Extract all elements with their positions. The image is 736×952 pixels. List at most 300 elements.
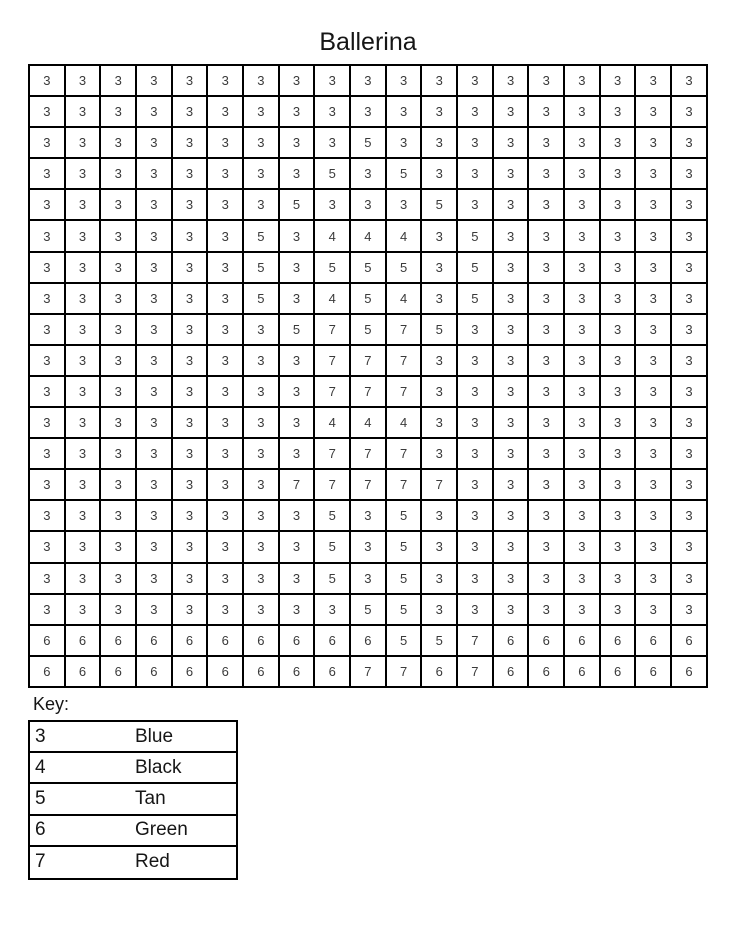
grid-cell: 3: [29, 531, 65, 562]
grid-cell: 3: [100, 500, 136, 531]
grid-cell: 5: [386, 563, 422, 594]
grid-cell: 3: [279, 531, 315, 562]
grid-cell: 4: [386, 407, 422, 438]
grid-cell: 3: [457, 500, 493, 531]
grid-cell: 3: [65, 563, 101, 594]
grid-cell: 3: [65, 345, 101, 376]
grid-cell: 3: [493, 127, 529, 158]
key-color-name: Green: [135, 819, 188, 841]
grid-cell: 5: [457, 283, 493, 314]
grid-cell: 6: [493, 625, 529, 656]
key-color-name: Black: [135, 756, 182, 778]
key-row-red: [30, 847, 236, 878]
key-color-name: Red: [135, 851, 170, 873]
grid-cell: 3: [136, 96, 172, 127]
key-color-name: Tan: [135, 787, 166, 809]
grid-cell: 3: [29, 438, 65, 469]
grid-cell: 3: [457, 314, 493, 345]
grid-cell: 3: [172, 469, 208, 500]
grid-cell: 3: [421, 594, 457, 625]
grid-cell: 3: [600, 531, 636, 562]
grid-cell: 3: [207, 563, 243, 594]
grid-row: [29, 656, 707, 687]
grid-cell: 3: [457, 96, 493, 127]
grid-cell: 3: [65, 500, 101, 531]
grid-cell: 3: [421, 438, 457, 469]
grid-cell: 3: [493, 407, 529, 438]
grid-cell: 3: [671, 345, 707, 376]
grid-cell: 3: [493, 252, 529, 283]
grid-cell: 3: [314, 127, 350, 158]
grid-cell: 3: [65, 283, 101, 314]
grid-cell: 7: [457, 625, 493, 656]
grid-cell: 3: [29, 220, 65, 251]
grid-cell: 3: [207, 96, 243, 127]
grid-cell: 3: [136, 376, 172, 407]
grid-cell: 3: [100, 252, 136, 283]
grid-cell: 3: [635, 469, 671, 500]
grid-cell: 3: [457, 376, 493, 407]
grid-cell: 3: [493, 314, 529, 345]
grid-cell: 3: [671, 438, 707, 469]
grid-row: [29, 594, 707, 625]
grid-cell: 3: [528, 594, 564, 625]
grid-cell: 6: [600, 656, 636, 687]
grid-cell: 6: [29, 656, 65, 687]
grid-cell: 3: [600, 376, 636, 407]
grid-cell: 6: [279, 625, 315, 656]
grid-cell: 3: [671, 158, 707, 189]
grid-cell: 3: [136, 407, 172, 438]
grid-cell: 5: [457, 220, 493, 251]
key-table: [28, 720, 238, 880]
grid-cell: 3: [350, 531, 386, 562]
grid-cell: 3: [457, 345, 493, 376]
grid-cell: 3: [100, 594, 136, 625]
grid-cell: 3: [350, 65, 386, 96]
grid-cell: 6: [671, 656, 707, 687]
grid-cell: 3: [421, 376, 457, 407]
grid-cell: 3: [243, 158, 279, 189]
grid-cell: 6: [635, 656, 671, 687]
grid-cell: 3: [671, 500, 707, 531]
grid-cell: 3: [421, 252, 457, 283]
grid-cell: 3: [635, 345, 671, 376]
grid-cell: 6: [314, 656, 350, 687]
grid-cell: 3: [243, 314, 279, 345]
key-label: Key:: [33, 694, 70, 714]
grid-cell: 3: [65, 96, 101, 127]
grid-cell: 3: [172, 158, 208, 189]
key-number: 3: [35, 725, 46, 747]
grid-cell: 3: [528, 407, 564, 438]
grid-cell: 3: [314, 189, 350, 220]
grid-cell: 3: [279, 158, 315, 189]
grid-cell: 3: [564, 189, 600, 220]
grid-cell: 6: [314, 625, 350, 656]
grid-cell: 3: [635, 158, 671, 189]
grid-cell: 3: [493, 345, 529, 376]
grid-cell: 3: [172, 65, 208, 96]
grid-cell: 3: [279, 252, 315, 283]
grid-cell: 6: [528, 625, 564, 656]
grid-cell: 3: [600, 252, 636, 283]
grid-cell: 3: [493, 189, 529, 220]
grid-cell: 3: [207, 283, 243, 314]
grid-row: [29, 500, 707, 531]
grid-cell: 5: [314, 500, 350, 531]
grid-cell: 3: [564, 158, 600, 189]
grid-cell: 3: [314, 65, 350, 96]
grid-cell: 3: [279, 407, 315, 438]
grid-cell: 3: [29, 158, 65, 189]
grid-cell: 3: [207, 500, 243, 531]
grid-cell: 3: [528, 500, 564, 531]
grid-cell: 3: [600, 65, 636, 96]
grid-cell: 3: [136, 283, 172, 314]
grid-row: [29, 531, 707, 562]
grid-cell: 5: [350, 314, 386, 345]
grid-cell: 3: [457, 407, 493, 438]
grid-cell: 3: [100, 407, 136, 438]
grid-cell: 5: [314, 563, 350, 594]
grid-cell: 3: [564, 345, 600, 376]
grid-row: [29, 65, 707, 96]
grid-cell: 3: [600, 220, 636, 251]
grid-cell: 3: [600, 158, 636, 189]
grid-cell: 3: [386, 127, 422, 158]
grid-cell: 3: [172, 220, 208, 251]
grid-cell: 7: [421, 469, 457, 500]
grid-cell: 3: [207, 127, 243, 158]
key-number: 7: [35, 851, 46, 873]
grid-row: [29, 158, 707, 189]
grid-cell: 7: [350, 656, 386, 687]
grid-cell: 6: [243, 656, 279, 687]
grid-cell: 3: [635, 283, 671, 314]
grid-cell: 4: [386, 220, 422, 251]
grid-cell: 3: [671, 563, 707, 594]
grid-cell: 3: [279, 345, 315, 376]
grid-cell: 3: [493, 65, 529, 96]
grid-cell: 3: [528, 158, 564, 189]
grid-cell: 3: [635, 189, 671, 220]
grid-cell: 3: [207, 189, 243, 220]
grid-row: [29, 220, 707, 251]
grid-cell: 3: [279, 65, 315, 96]
grid-cell: 3: [243, 96, 279, 127]
grid-cell: 3: [100, 314, 136, 345]
grid-cell: 3: [350, 158, 386, 189]
grid-cell: 3: [671, 314, 707, 345]
grid-cell: 3: [65, 594, 101, 625]
grid-cell: 3: [136, 438, 172, 469]
grid-cell: 3: [528, 376, 564, 407]
grid-cell: 3: [65, 438, 101, 469]
grid-cell: 3: [65, 65, 101, 96]
grid-cell: 5: [350, 283, 386, 314]
grid-cell: 3: [243, 345, 279, 376]
grid-cell: 4: [314, 220, 350, 251]
grid-cell: 3: [493, 469, 529, 500]
key-row-green: [30, 816, 236, 847]
page-title: Ballerina: [319, 28, 417, 56]
grid-cell: 6: [279, 656, 315, 687]
grid-cell: 3: [421, 407, 457, 438]
grid-cell: 3: [65, 407, 101, 438]
grid-row: [29, 563, 707, 594]
grid-cell: 3: [29, 314, 65, 345]
grid-row: [29, 407, 707, 438]
grid-cell: 3: [671, 189, 707, 220]
grid-cell: 3: [671, 96, 707, 127]
grid-cell: 3: [207, 376, 243, 407]
grid-cell: 3: [172, 531, 208, 562]
grid-cell: 6: [635, 625, 671, 656]
grid-cell: 3: [564, 438, 600, 469]
grid-cell: 3: [172, 376, 208, 407]
grid-cell: 3: [564, 220, 600, 251]
grid-cell: 3: [421, 96, 457, 127]
grid-cell: 3: [100, 220, 136, 251]
grid-cell: 3: [421, 65, 457, 96]
grid-cell: 3: [600, 345, 636, 376]
grid-cell: 5: [279, 189, 315, 220]
grid-cell: 3: [528, 283, 564, 314]
grid-cell: 3: [243, 500, 279, 531]
grid-cell: 3: [528, 252, 564, 283]
grid-cell: 3: [65, 158, 101, 189]
grid-cell: 3: [172, 594, 208, 625]
grid-cell: 3: [100, 189, 136, 220]
grid-cell: 6: [600, 625, 636, 656]
grid-cell: 3: [100, 563, 136, 594]
grid-cell: 3: [136, 220, 172, 251]
grid-cell: 3: [243, 127, 279, 158]
grid-cell: 3: [600, 438, 636, 469]
grid-cell: 3: [243, 189, 279, 220]
grid-cell: 3: [528, 531, 564, 562]
grid-cell: 3: [65, 469, 101, 500]
grid-cell: 3: [635, 376, 671, 407]
grid-cell: 3: [671, 531, 707, 562]
grid-cell: 3: [100, 158, 136, 189]
grid-cell: 6: [350, 625, 386, 656]
grid-cell: 3: [493, 96, 529, 127]
grid-cell: 3: [279, 127, 315, 158]
grid-cell: 5: [421, 625, 457, 656]
grid-cell: 3: [528, 469, 564, 500]
key-number: 4: [35, 756, 46, 778]
grid-cell: 7: [314, 438, 350, 469]
grid-cell: 3: [600, 127, 636, 158]
grid-cell: 3: [528, 189, 564, 220]
grid-cell: 3: [493, 220, 529, 251]
grid-cell: 3: [421, 531, 457, 562]
grid-row: [29, 438, 707, 469]
grid-cell: 5: [386, 531, 422, 562]
grid-cell: 3: [564, 283, 600, 314]
grid-cell: 5: [386, 625, 422, 656]
grid-cell: 3: [600, 500, 636, 531]
grid-cell: 3: [314, 96, 350, 127]
grid-cell: 3: [457, 158, 493, 189]
grid-cell: 3: [100, 96, 136, 127]
grid-cell: 7: [386, 314, 422, 345]
grid-cell: 6: [172, 656, 208, 687]
grid-cell: 3: [350, 563, 386, 594]
grid-cell: 3: [564, 531, 600, 562]
grid-cell: 4: [314, 407, 350, 438]
grid-cell: 3: [29, 189, 65, 220]
grid-cell: 3: [564, 594, 600, 625]
grid-cell: 3: [279, 96, 315, 127]
grid-cell: 3: [243, 65, 279, 96]
grid-row: [29, 127, 707, 158]
grid-cell: 3: [600, 96, 636, 127]
grid-cell: 6: [564, 625, 600, 656]
grid-cell: 3: [671, 220, 707, 251]
grid-cell: 3: [172, 283, 208, 314]
grid-cell: 3: [136, 127, 172, 158]
grid-cell: 6: [100, 656, 136, 687]
grid-cell: 3: [207, 594, 243, 625]
grid-cell: 3: [350, 96, 386, 127]
grid-cell: 3: [29, 65, 65, 96]
grid-cell: 7: [457, 656, 493, 687]
grid-cell: 3: [493, 438, 529, 469]
grid-cell: 3: [207, 407, 243, 438]
key-row-tan: [30, 784, 236, 815]
grid-cell: 7: [350, 438, 386, 469]
grid-cell: 3: [350, 189, 386, 220]
grid-cell: 3: [457, 469, 493, 500]
grid-cell: 3: [29, 345, 65, 376]
grid-cell: 3: [600, 283, 636, 314]
grid-cell: 5: [314, 531, 350, 562]
grid-cell: 7: [386, 469, 422, 500]
grid-cell: 3: [421, 127, 457, 158]
grid-cell: 7: [314, 314, 350, 345]
grid-cell: 3: [671, 376, 707, 407]
grid-row: [29, 252, 707, 283]
grid-cell: 3: [65, 314, 101, 345]
grid-cell: 3: [136, 500, 172, 531]
grid-cell: 3: [493, 594, 529, 625]
grid-cell: 6: [671, 625, 707, 656]
grid-cell: 3: [136, 469, 172, 500]
grid-cell: 3: [29, 469, 65, 500]
grid-cell: 3: [100, 65, 136, 96]
grid-cell: 3: [457, 127, 493, 158]
grid-cell: 3: [279, 563, 315, 594]
grid-cell: 7: [350, 469, 386, 500]
grid-cell: 3: [172, 314, 208, 345]
key-color-name: Blue: [135, 725, 174, 747]
grid-cell: 3: [421, 345, 457, 376]
grid-cell: 3: [564, 96, 600, 127]
grid-cell: 3: [279, 438, 315, 469]
grid-cell: 3: [65, 252, 101, 283]
number-grid-body: [29, 65, 707, 687]
grid-cell: 3: [243, 563, 279, 594]
grid-cell: 3: [493, 283, 529, 314]
grid-cell: 3: [29, 127, 65, 158]
grid-cell: 6: [29, 625, 65, 656]
grid-cell: 3: [528, 65, 564, 96]
grid-cell: 3: [243, 469, 279, 500]
grid-cell: 3: [635, 438, 671, 469]
grid-cell: 3: [564, 127, 600, 158]
grid-cell: 3: [635, 127, 671, 158]
grid-cell: 3: [600, 469, 636, 500]
grid-cell: 7: [314, 345, 350, 376]
grid-cell: 3: [457, 531, 493, 562]
grid-cell: 3: [100, 345, 136, 376]
grid-cell: 4: [350, 407, 386, 438]
grid-cell: 3: [207, 469, 243, 500]
grid-row: [29, 376, 707, 407]
grid-cell: 3: [635, 407, 671, 438]
grid-cell: 3: [29, 407, 65, 438]
grid-cell: 3: [136, 65, 172, 96]
grid-cell: 4: [386, 283, 422, 314]
grid-cell: 3: [172, 438, 208, 469]
grid-cell: 7: [314, 376, 350, 407]
grid-cell: 3: [600, 407, 636, 438]
grid-cell: 3: [136, 563, 172, 594]
grid-cell: 6: [65, 625, 101, 656]
grid-cell: 3: [243, 594, 279, 625]
grid-cell: 3: [29, 96, 65, 127]
grid-cell: 5: [350, 127, 386, 158]
grid-cell: 7: [314, 469, 350, 500]
grid-cell: 3: [136, 158, 172, 189]
grid-cell: 3: [279, 220, 315, 251]
grid-cell: 3: [564, 469, 600, 500]
grid-cell: 3: [528, 345, 564, 376]
key-row-black: [30, 753, 236, 784]
grid-cell: 3: [207, 531, 243, 562]
grid-cell: 3: [457, 65, 493, 96]
grid-cell: 5: [243, 252, 279, 283]
grid-cell: 3: [671, 594, 707, 625]
grid-cell: 3: [243, 376, 279, 407]
grid-cell: 7: [386, 438, 422, 469]
grid-cell: 5: [314, 252, 350, 283]
grid-cell: 3: [136, 345, 172, 376]
grid-cell: 3: [528, 314, 564, 345]
grid-cell: 5: [386, 158, 422, 189]
grid-cell: 3: [172, 563, 208, 594]
grid-cell: 3: [457, 563, 493, 594]
grid-cell: 3: [635, 314, 671, 345]
grid-cell: 3: [29, 283, 65, 314]
grid-cell: 3: [65, 376, 101, 407]
grid-row: [29, 345, 707, 376]
grid-cell: 3: [564, 376, 600, 407]
grid-cell: 3: [136, 594, 172, 625]
grid-cell: 3: [29, 500, 65, 531]
grid-cell: 3: [493, 500, 529, 531]
grid-cell: 3: [386, 65, 422, 96]
grid-cell: 3: [421, 220, 457, 251]
grid-cell: 3: [635, 96, 671, 127]
grid-cell: 3: [671, 252, 707, 283]
grid-cell: 3: [421, 500, 457, 531]
grid-cell: 3: [564, 314, 600, 345]
grid-cell: 6: [207, 656, 243, 687]
